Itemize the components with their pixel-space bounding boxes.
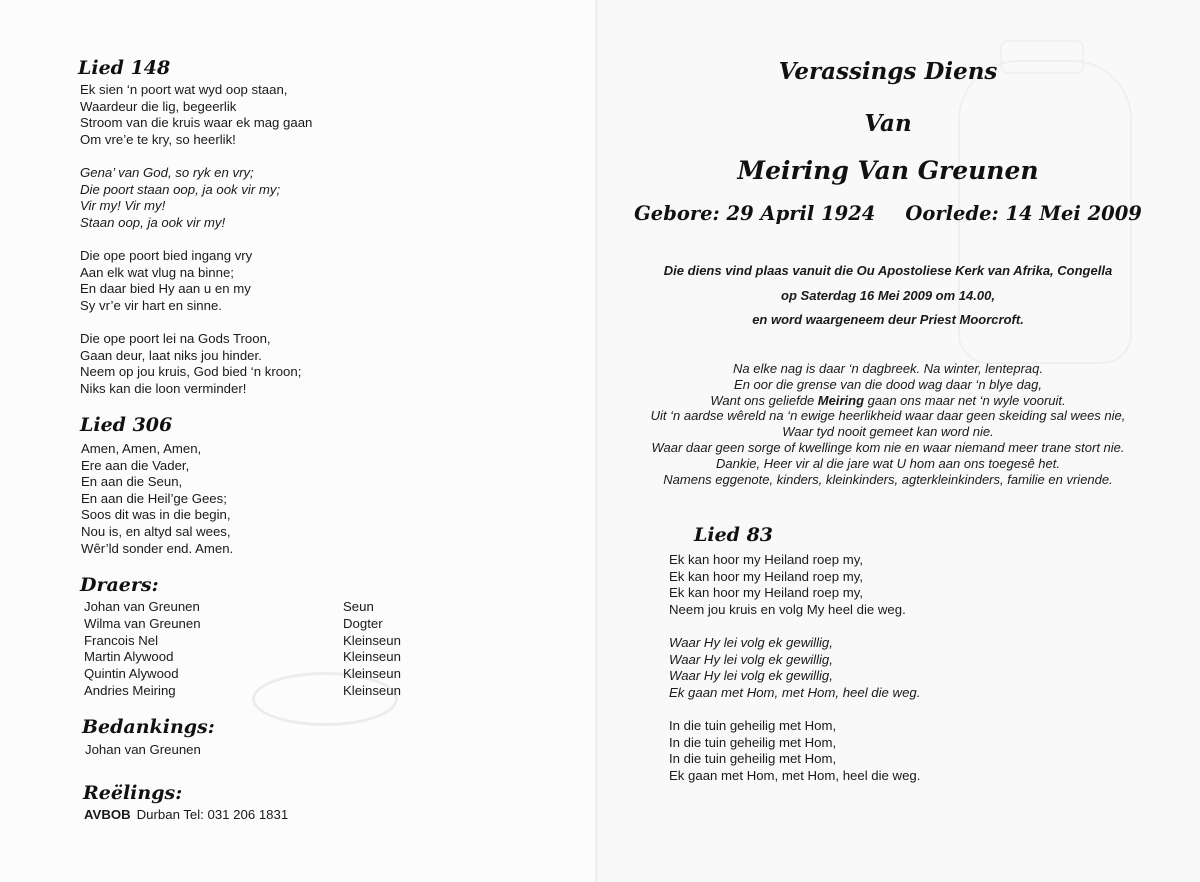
deceased-name: Meiring Van Greunen (737, 156, 1039, 185)
lied148-stanza-4 (80, 331, 312, 397)
poem-text: gaan ons maar net ‘n wyle vooruit. (864, 392, 1066, 408)
reelings-details (84, 807, 288, 822)
birth-date: Gebore: 29 April 1924 (634, 202, 876, 225)
bearer-name: Quintin Alywood (84, 666, 179, 682)
verse-line: Die ope poort lei na Gods Troon, (80, 330, 271, 346)
service-venue: Die diens vind plaas vanuit die Ou Apostoliese Kerk van Afrika, Congella (663, 263, 1113, 278)
poem-line: Waar daar geen sorge of kwellinge kom nie en waar niemand meer trane stort nie. (651, 439, 1125, 455)
life-dates (598, 202, 1178, 225)
bearer-role: Kleinseun (343, 682, 401, 698)
verse-line: Waardeur die lig, begeerlik (80, 98, 237, 114)
verse-line: Gaan deur, laat niks jou hinder. (80, 347, 262, 363)
verse-line: Neem op jou kruis, God bied ‘n kroon; (80, 364, 302, 380)
verse-line: Sy vr’e vir hart en sinne. (80, 297, 222, 313)
verse-line: Wêr’ld sonder end. Amen. (81, 540, 234, 556)
bearer-role: Dogter (343, 615, 383, 631)
verse-line: En aan die Heil’ge Gees; (81, 490, 227, 506)
poem-line: Na elke nag is daar ‘n dagbreek. Na winter, lentepraq. (732, 361, 1044, 376)
bearer-name: Johan van Greunen (84, 599, 200, 614)
lied148-stanza-2 (80, 165, 312, 231)
bearer-name: Andries Meiring (84, 682, 176, 698)
reelings-title: Reëlings: (83, 782, 183, 804)
lied148-stanza-3 (80, 248, 312, 314)
service-time: op Saterdag 16 Mei 2009 om 14.00, (781, 287, 995, 303)
verse-line: Waar Hy lei volg ek gewillig, (669, 668, 833, 684)
bearer-role: Kleinseun (343, 666, 401, 682)
poem-line: En oor die grense van die dood wag daar ‘n blye dag, (734, 376, 1042, 392)
service-details (598, 259, 1178, 333)
memorial-poem (598, 361, 1178, 487)
service-of-label: Van (864, 110, 912, 137)
verse-line: Aan elk wat vlug na binne; (80, 264, 234, 280)
verse-line: En aan die Seun, (81, 474, 183, 490)
lied83-title: Lied 83 (694, 524, 774, 546)
bearer-role: Kleinseun (343, 649, 401, 665)
lied148-title: Lied 148 (78, 57, 171, 79)
lied148-verses (80, 82, 312, 414)
verse-line: In die tuin geheilig met Hom, (669, 717, 837, 733)
poem-line (598, 393, 1178, 409)
verse-line: Amen, Amen, Amen, (81, 441, 202, 456)
bearer-name: Francois Nel (84, 632, 159, 648)
draers-title: Draers: (80, 574, 159, 596)
lied83-stanza-2 (669, 635, 920, 701)
verse-line: Nou is, en altyd sal wees, (81, 523, 231, 539)
bedankings-title: Bedankings: (82, 716, 215, 738)
bearer-role: Kleinseun (343, 632, 401, 648)
verse-line: Neem jou kruis en volg My heel die weg. (669, 601, 906, 617)
verse-line: Die ope poort bied ingang vry (80, 247, 253, 263)
lied83-stanza-1 (669, 552, 920, 618)
verse-line: Stroom van die kruis waar ek mag gaan (80, 115, 313, 131)
lied83-verses (669, 552, 920, 801)
poem-name: Meiring (817, 392, 865, 408)
death-date: Oorlede: 14 Mei 2009 (905, 202, 1142, 225)
verse-line: En daar bied Hy aan u en my (80, 281, 251, 297)
verse-line: Soos dit was in die begin, (81, 507, 231, 523)
funeral-contact: Durban Tel: 031 206 1831 (136, 807, 289, 822)
verse-line: Vir my! Vir my! (80, 198, 166, 214)
service-officiant: en word waargeneem deur Priest Moorcroft. (752, 312, 1024, 327)
verse-line: Ek gaan met Hom, met Hom, heel die weg. (669, 767, 921, 783)
bearer-roles (343, 599, 401, 700)
lied306-verses (81, 441, 233, 557)
verse-line: Die poort staan oop, ja ook vir my; (80, 181, 281, 197)
verse-line: Ek kan hoor my Heiland roep my, (669, 585, 863, 601)
lied83-stanza-3 (669, 718, 920, 784)
verse-line: Staan oop, ja ook vir my! (80, 214, 226, 230)
poem-line: Uit ‘n aardse wêreld na ‘n ewige heerlikheid waar daar geen skeiding sal wees nie, (650, 408, 1126, 424)
poem-line: Dankie, Heer vir al die jare wat U hom aan ons toegesê het. (716, 455, 1060, 471)
verse-line: Niks kan die loon verminder! (80, 380, 247, 396)
funeral-company: AVBOB (84, 807, 131, 822)
verse-line: Ek gaan met Hom, met Hom, heel die weg. (669, 684, 921, 700)
poem-line: Namens eggenote, kinders, kleinkinders, agterkleinkinders, familie en vriende. (663, 471, 1113, 487)
service-title: Verassings Diens (778, 58, 998, 85)
verse-line: Ek kan hoor my Heiland roep my, (669, 552, 863, 567)
bearer-role: Seun (343, 599, 374, 614)
bearer-name: Martin Alywood (84, 649, 174, 665)
bearer-name: Wilma van Greunen (84, 615, 201, 631)
verse-line: In die tuin geheilig met Hom, (669, 734, 837, 750)
verse-line: In die tuin geheilig met Hom, (669, 751, 837, 767)
verse-line: Waar Hy lei volg ek gewillig, (669, 634, 833, 650)
bearer-names (84, 599, 201, 700)
poem-line: Waar tyd nooit gemeet kan word nie. (782, 424, 994, 440)
bedankings-name: Johan van Greunen (85, 742, 201, 757)
poem-text: Want ons geliefde (710, 392, 818, 408)
verse-line: Waar Hy lei volg ek gewillig, (669, 651, 833, 667)
verse-line: Ek sien ‘n poort wat wyd oop staan, (80, 82, 288, 97)
lied148-stanza-1 (80, 82, 312, 148)
verse-line: Gena’ van God, so ryk en vry; (80, 164, 254, 180)
verse-line: Ere aan die Vader, (81, 457, 190, 473)
lied306-title: Lied 306 (80, 414, 173, 436)
verse-line: Om vre’e te kry, so heerlik! (80, 131, 236, 147)
verse-line: Ek kan hoor my Heiland roep my, (669, 568, 863, 584)
